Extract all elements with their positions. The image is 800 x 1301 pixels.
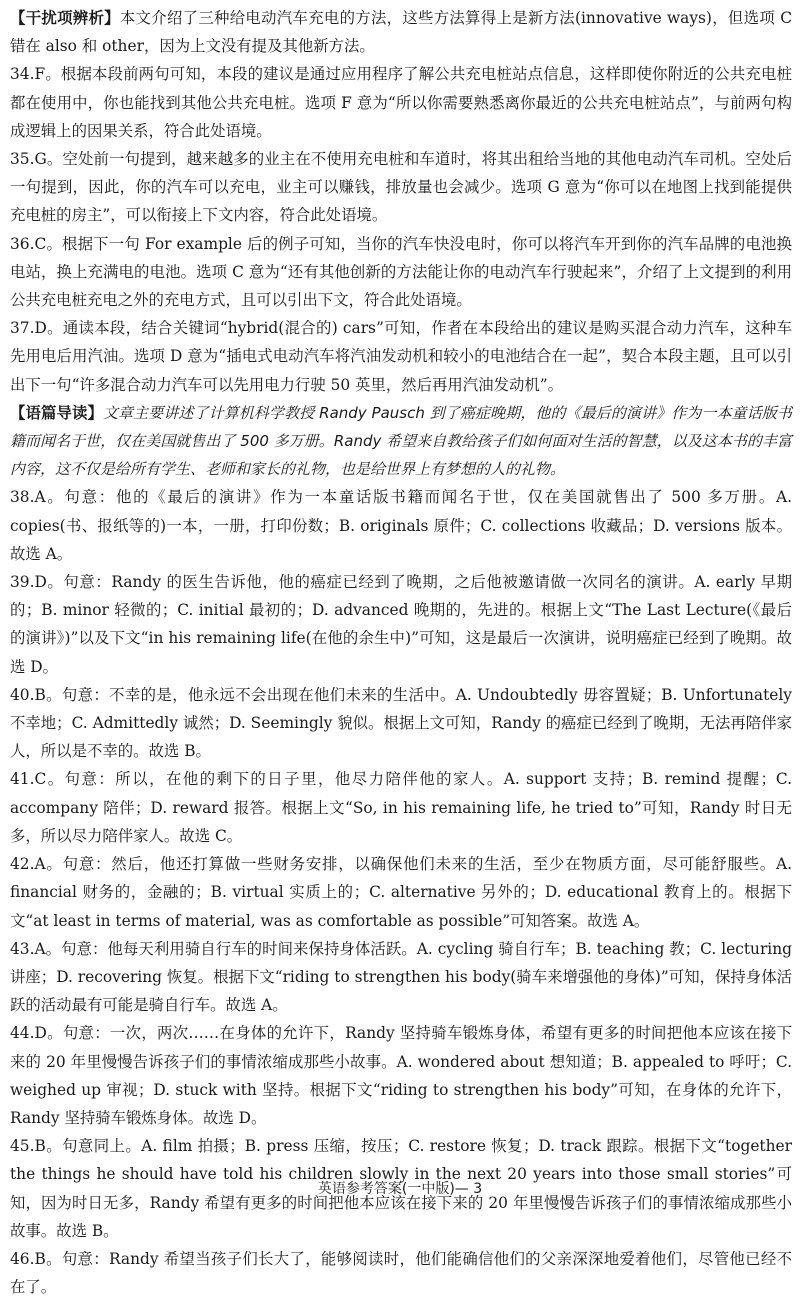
answer-number: 41. [10,770,35,789]
answer-number: 43. [10,939,35,958]
page-footer: 英语参考答案(一中版)— 3 [317,1181,483,1197]
answer-text: C。根据下一句 For example 后的例子可知，当你的汽车快没电时，你可以将汽车开到你的汽车品牌的电池换电站，换上充满电的电池。选项 C 意为“还有其他创新的方法能让你的电动汽车行驶起来”，介绍了上文提到的利用公共充电桩充电之外的充电方式，且可以引出下文，符合此处语境。 [10,234,792,310]
answer-text: D。句意：Randy 的医生告诉他，他的癌症已经到了晚期，之后他被邀请做一次同名的演讲。A. early 早期的；B. minor 轻微的；C. initial 最初的；D. advanced 晚期的，先进的。根据上文“The Last Lecture(《最后的演讲》)”以及下文“in his remaining life(在他的余生中)”可知，这是最后一次演讲，说明癌症已经到了晚期。故选 D。 [10,573,792,676]
answer-text: F。根据本段前两句可知，本段的建议是通过应用程序了解公共充电桩站点信息，这样即使你附近的公共充电桩都在使用中，你也能找到其他公共充电桩。选项 F 意为“所以你需要熟悉离你最近的公共充电桩站点”，与前两句构成逻辑上的因果关系，符合此处语境。 [10,65,792,140]
answer-text: A。句意：他每天利用骑自行车的时间来保持身体活跃。A. cycling 骑自行车；B. teaching 教；C. lecturing 讲座；D. recovering 恢复。根据下文“riding to strengthen his body(骑车来增强他的身体)”可知，保持身体活跃的活动最有可能是骑自行车。故选 A。 [10,939,792,1015]
answer-text: D。通读本段，结合关键词“hybrid(混合的) cars”可知，作者在本段给出的建议是购买混合动力汽车，这种车先用电后用汽油。选项 D 意为“插电式电动汽车将汽油发动机和较小的电池结合在一起”，契合本段主题，且可以引出下一句“许多混合动力汽车可以先用电力行驶 50 英里，然后再用汽油发动机”。 [10,319,792,394]
answer-item [10,314,792,399]
answer-text: D。句意：一次，两次……在身体的允许下，Randy 坚持骑车锻炼身体，希望有更多的时间把他本应该在接下来的 20 年里慢慢告诉孩子们的事情浓缩成那些小故事。A. wondered about 想知道；B. appealed to 呼吁；C. weighed up 审视；D. stuck with 坚持。根据下文“riding to strengthen his body”可知，在身体的允许下，Randy 坚持骑车锻炼身体。故选 D。 [10,1024,792,1127]
answer-number: 35. [10,150,35,169]
answer-number: 45. [10,1137,35,1156]
distractor-analysis [10,4,792,60]
guide-text: 文章主要讲述了计算机科学教授 Randy Pausch 到了癌症晚期，他的《最后的演讲》作为一本童话版书籍而闻名于世，仅在美国就售出了 500 多万册。Randy 希望来自教给孩子们如何面对生活的智慧，以及这本书的丰富内容，这不仅是给所有学生、老师和家长的礼物，也是给世界上有梦想的人的礼物。 [10,403,792,479]
answer-item [10,60,792,145]
answer-text: G。空处前一句提到，越来越多的业主在不使用充电桩和车道时，将其出租给当地的其他电动汽车司机。空处后一句提到，因此，你的汽车可以充电，业主可以赚钱，排放量也会减少。选项 G 意为“你可以在地图上找到能提供充电桩的房主”，可以衔接上下文内容，符合此处语境。 [10,150,792,225]
answer-item [10,145,792,230]
answer-item [10,1019,792,1132]
answer-item [10,568,792,681]
answer-number: 44. [10,1024,35,1043]
answer-text: A。句意：他的《最后的演讲》作为一本童话版书籍而闻名于世，仅在美国就售出了 500 多万册。A. copies(书、报纸等的)一本，一册，打印份数；B. originals 原件；C. collections 收藏品；D. versions 版本。故选 A。 [10,488,792,563]
answer-number: 46. [10,1249,35,1268]
answer-text: A。句意：然后，他还打算做一些财务安排，以确保他们未来的生活，至少在物质方面，尽可能舒服些。A. financial 财务的，金融的；B. virtual 实质上的；C. alternative 另外的；D. educational 教育上的。根据下文“at least in terms of material, was as comfortable as possible”可知答案。故选 A。 [10,855,792,930]
answer-number: 39. [10,573,35,592]
distractor-tag: 【干扰项辨析】 [10,9,120,27]
answer-item [10,850,792,935]
answer-item [10,483,792,568]
answer-item [10,681,792,766]
answer-number: 34. [10,65,35,84]
answer-number: 40. [10,685,35,704]
answer-text: B。句意同上。A. film 拍摄；B. press 压缩，按压；C. restore 恢复；D. track 跟踪。根据下文“together the things he should have told his children slowly in the next 20 years into those small stories”可知，因为时日无多，Randy 希望有更多的时间把他本应该在接下来的 20 年里慢慢告诉孩子们的事情浓缩成那些小故事。故选 B。 [10,1137,792,1240]
distractor-text: 本文介绍了三种给电动汽车充电的方法，这些方法算得上是新方法(innovative ways)，但选项 C 错在 also 和 other，因为上文没有提及其他新方法。 [10,9,792,56]
answer-number: 42. [10,855,35,874]
answer-number: 38. [10,488,35,507]
answer-number: 36. [10,234,35,253]
answer-number: 37. [10,319,35,338]
answer-text: B。句意：Randy 希望当孩子们长大了，能够阅读时，他们能确信他们的父亲深深地爱着他们，尽管他已经不在了。 [10,1249,792,1297]
answer-item [10,230,792,315]
answer-item [10,1245,792,1301]
answer-item [10,935,792,1020]
guide-tag: 【语篇导读】 [10,403,103,422]
passage-guide [10,399,792,484]
answer-item [10,765,792,850]
answer-text: B。句意：不幸的是，他永远不会出现在他们未来的生活中。A. Undoubtedly 毋容置疑；B. Unfortunately 不幸地；C. Admittedly 诚然；D. Seemingly 貌似。根据上文可知，Randy 的癌症已经到了晚期，无法再陪伴家人，所以是不幸的。故选 B。 [10,685,792,761]
page-content [10,4,792,1301]
answer-text: C。句意：所以，在他的剩下的日子里，他尽力陪伴他的家人。A. support 支持；B. remind 提醒；C. accompany 陪伴；D. reward 报答。根据上文“So, in his remaining life, he tried to”可知，Randy 时日无多，所以尽力陪伴家人。故选 C。 [10,770,792,845]
